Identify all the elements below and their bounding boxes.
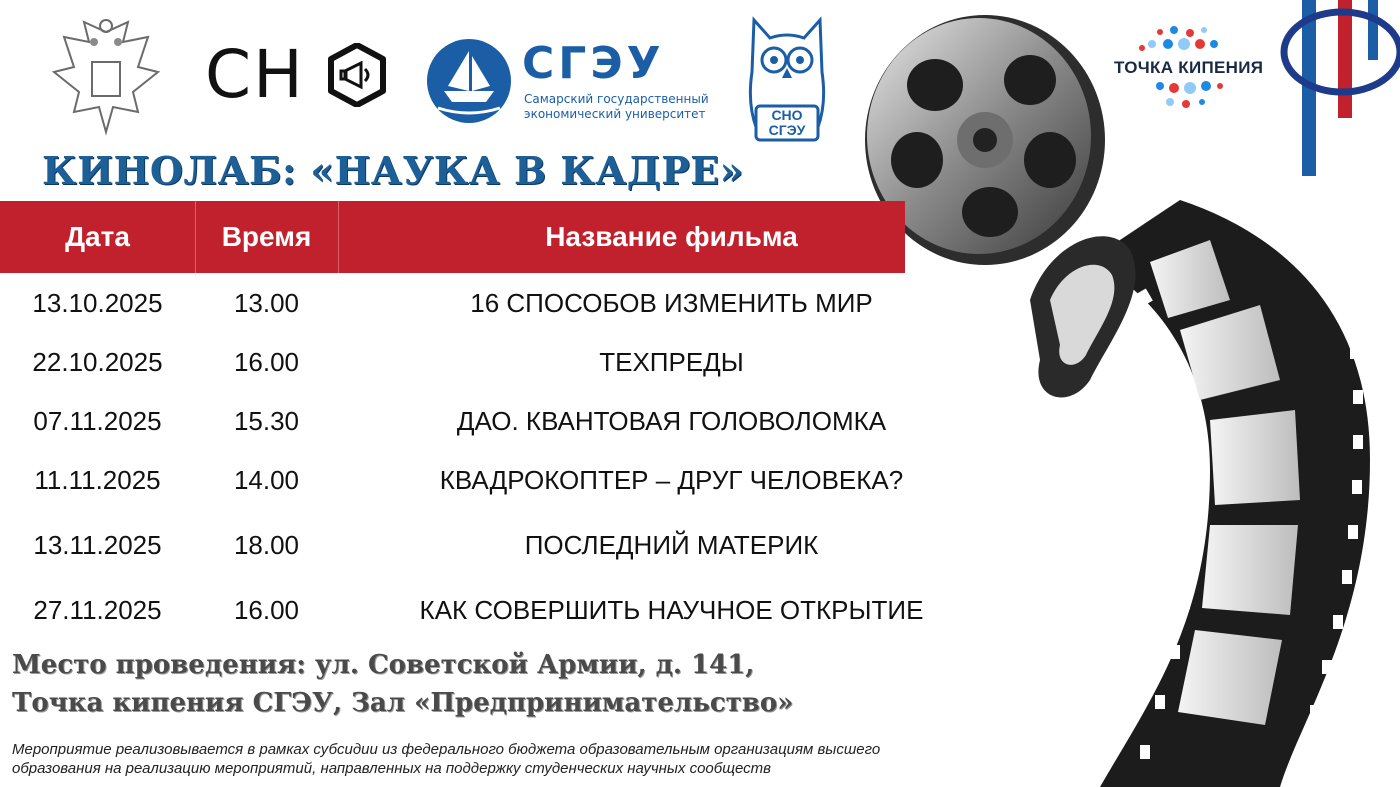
row-date: 11.11.2025 xyxy=(34,465,161,495)
sno-logo-text: СН xyxy=(205,36,305,113)
row-film: 16 СПОСОБОВ ИЗМЕНИТЬ МИР xyxy=(470,288,873,318)
owl-sno-sseu-logo xyxy=(742,12,832,146)
coat-of-arms-logo xyxy=(44,12,168,140)
sseu-logo xyxy=(424,36,714,126)
row-date: 13.11.2025 xyxy=(33,530,162,560)
row-time: 16.00 xyxy=(233,347,300,377)
funding-footnote xyxy=(12,740,1042,778)
sseu-subtitle-line-1: Самарский государственный xyxy=(524,92,709,106)
row-film: КАК СОВЕРШИТЬ НАУЧНОЕ ОТКРЫТИЕ xyxy=(419,595,924,625)
row-date: 07.11.2025 xyxy=(33,406,162,436)
owl-badge-line-2: СГЭУ xyxy=(768,122,806,138)
row-film: ДАО. КВАНТОВАЯ ГОЛОВОЛОМКА xyxy=(456,406,887,436)
table-row xyxy=(0,452,905,508)
table-row xyxy=(0,275,905,331)
megaphone-icon xyxy=(325,43,389,107)
venue-address: Место проведения: ул. Советской Армии, д. 141, xyxy=(12,650,755,680)
row-date: 22.10.2025 xyxy=(32,347,163,377)
venue-hall: Точка кипения СГЭУ, Зал «Предпринимательство» xyxy=(12,688,794,718)
header-time: Время xyxy=(221,221,312,252)
row-time: 16.00 xyxy=(233,595,300,625)
sseu-full-name xyxy=(524,92,724,122)
header-film: Название фильма xyxy=(545,221,798,252)
header-date: Дата xyxy=(65,221,130,252)
sno-logo xyxy=(205,36,390,113)
sseu-abbreviation: СГЭУ xyxy=(522,38,665,89)
table-row xyxy=(0,517,905,573)
row-film: ПОСЛЕДНИЙ МАТЕРИК xyxy=(524,530,819,560)
table-row xyxy=(0,334,905,390)
ship-emblem-icon xyxy=(424,36,514,126)
owl-badge-line-1: СНО xyxy=(771,107,803,123)
footnote-line-1: Мероприятие реализовывается в рамках субсидии из федерального бюджета образовательным организациям высшего xyxy=(12,741,881,758)
row-time: 14.00 xyxy=(233,465,300,495)
footnote-line-2: образования на реализацию мероприятий, направленных на поддержку студенческих научных сообществ xyxy=(12,760,771,777)
schedule-table-header xyxy=(0,201,905,273)
tochka-kipeniya-text: ТОЧКА КИПЕНИЯ xyxy=(1114,58,1264,77)
row-time: 15.30 xyxy=(233,406,300,436)
tochka-kipeniya-logo xyxy=(1112,24,1292,114)
row-film: ТЕХПРЕДЫ xyxy=(599,347,744,377)
row-date: 13.10.2025 xyxy=(32,288,163,318)
row-date: 27.11.2025 xyxy=(33,595,162,625)
table-row xyxy=(0,582,924,638)
table-row xyxy=(0,393,905,449)
row-time: 18.00 xyxy=(233,530,300,560)
decorative-stripes xyxy=(1280,0,1400,180)
sseu-subtitle-line-2: экономический университет xyxy=(524,107,706,121)
page-title: КИНОЛАБ: «НАУКА В КАДРЕ» xyxy=(42,148,744,193)
row-time: 13.00 xyxy=(233,288,300,318)
row-film: КВАДРОКОПТЕР – ДРУГ ЧЕЛОВЕКА? xyxy=(439,465,904,495)
